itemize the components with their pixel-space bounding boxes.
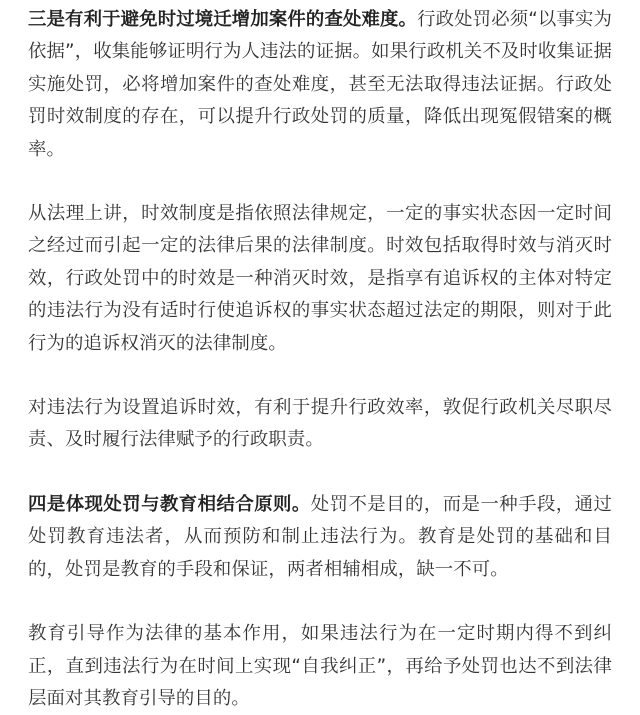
paragraph-text: 行政处罚必须“以事实为依据”，收集能够证明行为人违法的证据。如果行政机关不及时收集证据实施处罚，必将增加案件的查处难度，甚至无法取得违法证据。行政处罚时效制度的存在，可以提升行政处罚的质量，降低出现冤假错案的概率。 <box>28 9 612 160</box>
paragraph-text: 处罚不是目的，而是一种手段，通过处罚教育违法者，从而预防和制止违法行为。教育是处罚的基础和目的，处罚是教育的手段和保证，两者相辅相成，缺一不可。 <box>28 493 612 580</box>
paragraph-text: 对违法行为设置追诉时效，有利于提升行政效率，敦促行政机关尽职尽责、及时履行法律赋予的行政职责。 <box>28 397 612 451</box>
paragraph-lead-heading: 四是体现处罚与教育相结合原则。 <box>28 493 311 515</box>
paragraph-legal-theory <box>28 198 612 360</box>
paragraph-3-lead-principle <box>28 4 612 166</box>
paragraph-education-guidance <box>28 618 612 715</box>
paragraph-efficiency <box>28 392 612 457</box>
paragraph-lead-heading: 三是有利于避免时过境迁增加案件的查处难度。 <box>28 9 418 30</box>
paragraph-4-lead-principle <box>28 489 612 586</box>
paragraph-text: 教育引导作为法律的基本作用，如果违法行为在一定时期内得不到纠正，直到违法行为在时间上实现“自我纠正”，再给予处罚也达不到法律层面对其教育引导的目的。 <box>28 623 612 709</box>
paragraph-text: 从法理上讲，时效制度是指依照法律规定，一定的事实状态因一定时间之经过而引起一定的法律后果的法律制度。时效包括取得时效与消灭时效，行政处罚中的时效是一种消灭时效，是指享有追诉权的主体对特定的违法行为没有适时行使追诉权的事实状态超过法定的期限，则对于此行为的追诉权消灭的法律制度。 <box>28 203 612 354</box>
